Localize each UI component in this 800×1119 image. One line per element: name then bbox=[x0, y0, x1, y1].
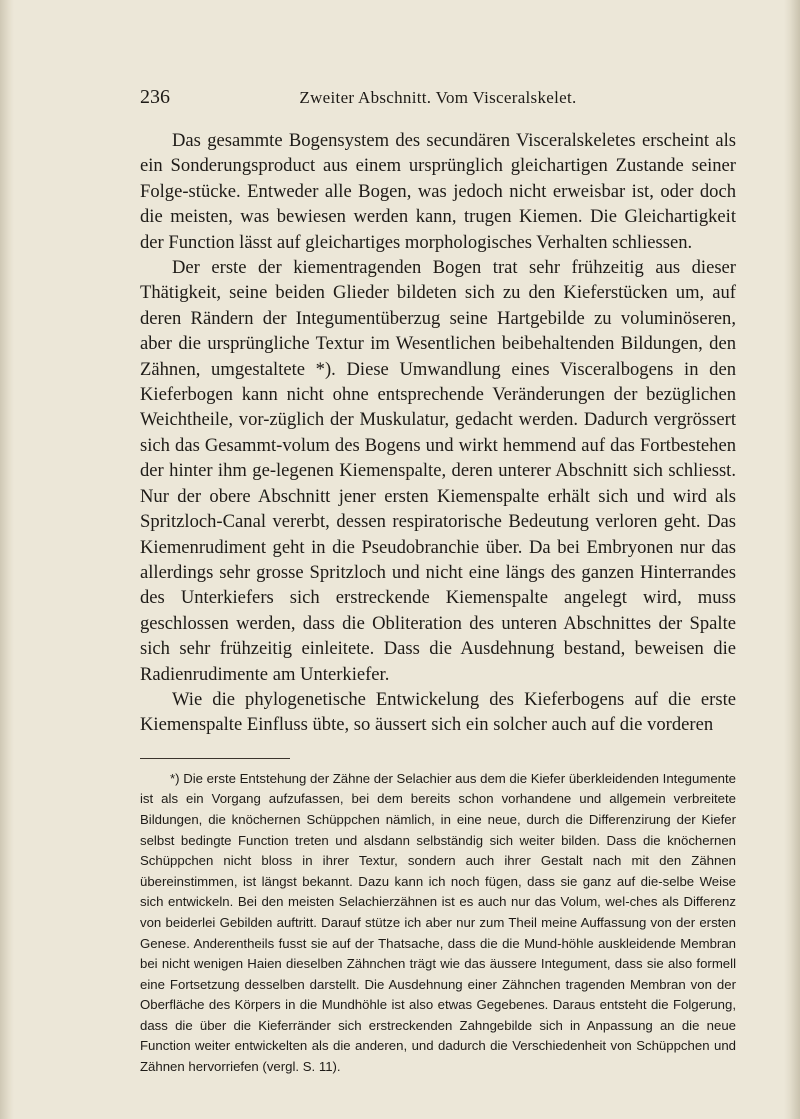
main-text bbox=[140, 128, 736, 738]
page-number: 236 bbox=[140, 86, 170, 108]
page-right-edge bbox=[784, 0, 800, 1119]
paragraph-2: Der erste der kiementragenden Bogen trat sehr frühzeitig aus dieser Thätigkeit, seine beiden Glieder bildeten sich zu den Kieferstücken um, auf deren Rändern der Integumentüberzug seine Hartgebilde zu voluminöseren, aber die ursprüngliche Textur im Wesentlichen beibehaltenden Bildungen, den Zähnen, umgestaltete *). Diese Umwandlung eines Visceralbogens in den Kieferbogen kann nicht ohne entsprechende Veränderungen der bezüglichen Weichtheile, vor-züglich der Muskulatur, gedacht werden. Dadurch vergrössert sich das Gesammt-volum des Bogens und wirkt hemmend auf das Fortbestehen der hinter ihm ge-legenen Kiemenspalte, deren unterer Abschnitt sich schliesst. Nur der obere Abschnitt jener ersten Kiemenspalte erhält sich und wird als Spritzloch-Canal vererbt, dessen respiratorische Bedeutung verloren geht. Das Kiemenrudiment geht in die Pseudobranchie über. Da bei Embryonen nur das allerdings sehr grosse Spritzloch und nicht eine längs des ganzen Hinterrandes des Unterkiefers sich erstreckende Kiemenspalte angelegt wird, muss geschlossen werden, dass die Obliteration des unteren Abschnittes der Spalte sich sehr frühzeitig einleitete. Dass die Ausdehnung bestand, beweisen die Radienrudimente am Unterkiefer. bbox=[140, 257, 736, 685]
page-header bbox=[140, 86, 736, 114]
book-page bbox=[140, 86, 736, 1078]
paragraph-1: Das gesammte Bogensystem des secundären Visceralskeletes erscheint als ein Sonderungsproduct aus einem ursprünglich gleichartigen Zustande seiner Folge-stücke. Entweder alle Bogen, was jedoch nicht erweisbar ist, oder doch die meisten, was bewiesen werden kann, trugen Kiemen. Die Gleichartigkeit der Function lässt auf gleichartiges morphologisches Verhalten schliessen. bbox=[140, 130, 736, 253]
footnote-divider bbox=[140, 758, 290, 759]
page-left-edge bbox=[0, 0, 14, 1119]
paragraph-3: Wie die phylogenetische Entwickelung des Kieferbogens auf die erste Kiemenspalte Einfluss übte, so äussert sich ein solcher auch auf die vorderen bbox=[140, 688, 736, 736]
footnote: *) Die erste Entstehung der Zähne der Selachier aus dem die Kiefer überkleidenden Integumente ist als ein Vorgang aufzufassen, bei dem bereits schon vorhandene und allgemein verbreitete Bildungen, die knöchernen Schüppchen nämlich, in eine neue, durch die Differenzirung der Kiefer selbst bedingte Function treten und alsdann selbständig sich weiter bilden. Dass die knöchernen Schüppchen nicht bloss in ihrer Textur, sondern auch ihrer Gestalt nach mit den Zähnen übereinstimmen, ist längst bekannt. Dazu kann ich noch fügen, dass sie ganz auf die-selbe Weise sich entwickeln. Bei den meisten Selachierzähnen ist es auch nur das Volum, wel-ches als Differenz von beiderlei Gebilden auftritt. Darauf stütze ich aber nur zum Theil meine Auffassung von der ersten Genese. Anderentheils fusst sie auf der Thatsache, dass die die Mund-höhle auskleidende Membran bei nicht wenigen Haien dieselben Zähnchen trägt wie das äussere Integument, dass sie also formell eine Fortsetzung desselben darstellt. Die Ausdehnung einer Zähnchen tragenden Membran von der Oberfläche des Körpers in die Mundhöhle ist also etwas Gegebenes. Daraus entsteht die Folgerung, dass die über die Kieferränder sich erstreckenden Zahngebilde sich in Anpassung an die neue Function weiter entwickelten als die anderen, und dadurch die Verschiedenheit von Schüppchen und Zähnen hervorriefen (vergl. S. 11). bbox=[140, 770, 736, 1075]
running-head: Zweiter Abschnitt. Vom Visceralskelet. bbox=[299, 88, 577, 107]
